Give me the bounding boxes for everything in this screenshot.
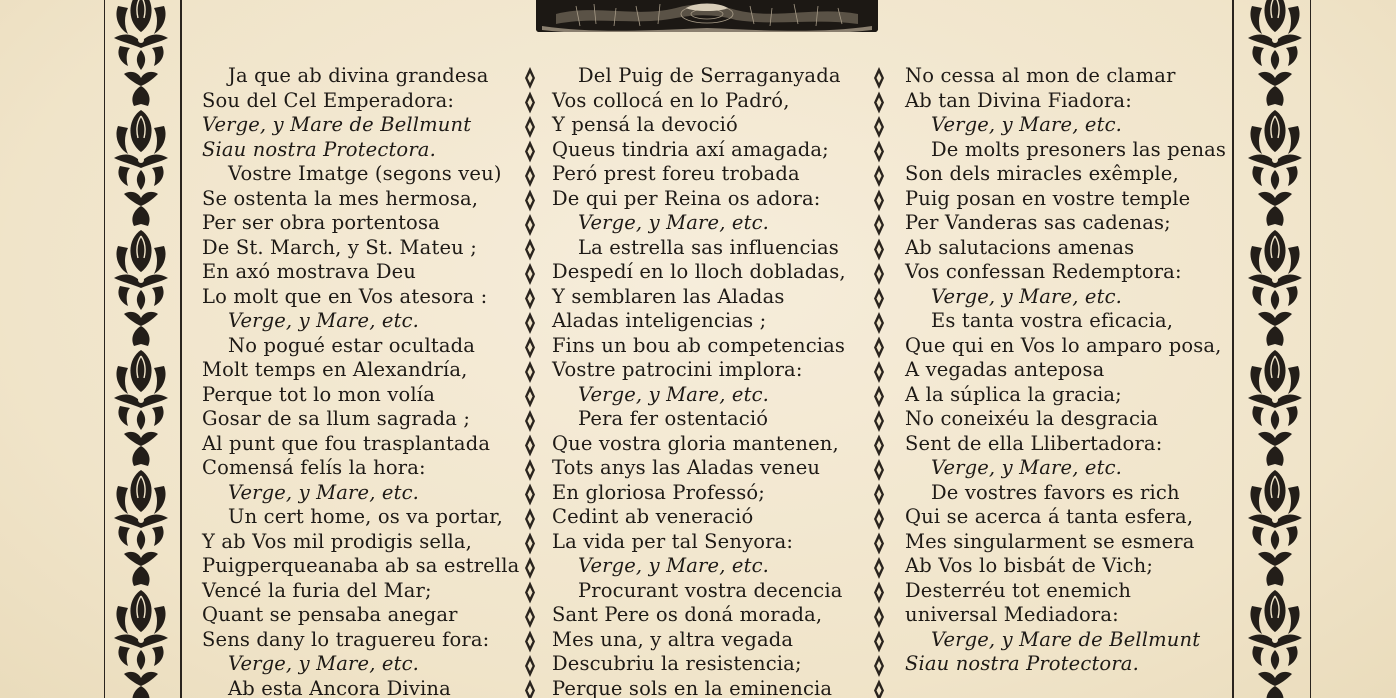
verse-line: Vostre Imatge (segons veu) bbox=[228, 162, 502, 185]
verse-column-2 bbox=[552, 64, 870, 698]
refrain-line: Verge, y Mare, etc. bbox=[578, 382, 769, 406]
verse-line: De St. March, y St. Mateu ; bbox=[202, 235, 477, 259]
verse-line: La estrella sas influencias bbox=[578, 235, 839, 259]
verse-line: Son dels miracles exêmple, bbox=[905, 162, 1179, 185]
verse-line: Qui se acerca á tanta esfera, bbox=[905, 505, 1194, 528]
verse-line: Tots anys las Aladas veneu bbox=[552, 456, 821, 479]
left-inner-rule bbox=[180, 0, 182, 698]
verse-line: Perque tot lo mon volía bbox=[202, 382, 435, 406]
right-outer-rule bbox=[1310, 0, 1311, 698]
verse-line: Perque sols en la eminencia bbox=[552, 676, 833, 698]
verse-line: No cessa al mon de clamar bbox=[905, 64, 1176, 87]
verse-line: Sant Pere os doná morada, bbox=[552, 603, 823, 626]
verse-line: La vida per tal Senyora: bbox=[552, 529, 794, 553]
verse-line: De vostres favors es rich bbox=[931, 480, 1180, 504]
refrain-line: Siau nostra Protectora. bbox=[202, 137, 436, 161]
refrain-line: Verge, y Mare, etc. bbox=[931, 113, 1122, 136]
refrain-line: Verge, y Mare de Bellmunt bbox=[202, 113, 472, 136]
verse-line: De qui per Reina os adora: bbox=[552, 186, 821, 210]
left-outer-rule bbox=[104, 0, 105, 698]
verse-line: A vegadas anteposa bbox=[905, 358, 1105, 381]
refrain-line: Verge, y Mare, etc. bbox=[931, 456, 1122, 479]
refrain-line: Verge, y Mare, etc. bbox=[228, 480, 419, 504]
verse-line: Despedí en lo lloch dobladas, bbox=[552, 260, 846, 283]
right-ornamental-border bbox=[1244, 0, 1306, 698]
column-divider-right bbox=[871, 66, 887, 698]
verse-line: Y ab Vos mil prodigis sella, bbox=[202, 529, 473, 553]
verse-line: Ab Vos lo bisbát de Vich; bbox=[905, 554, 1154, 577]
verse-line: Al punt que fou trasplantada bbox=[202, 431, 491, 455]
verse-line: Y pensá la devoció bbox=[552, 113, 738, 136]
verse-line: Molt temps en Alexandría, bbox=[202, 358, 468, 381]
verse-line: Ab tan Divina Fiadora: bbox=[905, 88, 1132, 112]
woodcut-engraving bbox=[536, 0, 878, 32]
right-inner-rule bbox=[1232, 0, 1234, 698]
verse-line: Ab esta Ancora Divina bbox=[228, 676, 451, 698]
verse-line: Ab salutacions amenas bbox=[905, 235, 1135, 259]
verse-line: En axó mostrava Deu bbox=[202, 260, 416, 283]
verse-line: Vos confessan Redemptora: bbox=[905, 260, 1182, 283]
verse-line: Sent de ella Llibertadora: bbox=[905, 431, 1163, 455]
verse-line: Del Puig de Serraganyada bbox=[578, 64, 841, 87]
verse-line: Per ser obra portentosa bbox=[202, 211, 440, 234]
verse-line: Quant se pensaba anegar bbox=[202, 603, 458, 626]
verse-line: Que qui en Vos lo amparo posa, bbox=[905, 333, 1222, 357]
verse-column-3 bbox=[905, 64, 1225, 677]
refrain-line: Siau nostra Protectora. bbox=[905, 652, 1139, 675]
palmette-border-left-icon bbox=[110, 0, 172, 698]
palmette-border-right-icon bbox=[1244, 0, 1306, 698]
verse-line: Puig posan en vostre temple bbox=[905, 186, 1191, 210]
column-divider-left bbox=[522, 66, 538, 698]
verse-line: Mes singularment se esmera bbox=[905, 529, 1195, 553]
left-ornamental-border bbox=[110, 0, 172, 698]
verse-line: Lo molt que en Vos atesora : bbox=[202, 284, 488, 308]
diamond-divider-icon bbox=[522, 66, 538, 698]
verse-line: Un cert home, os va portar, bbox=[228, 505, 503, 528]
verse-line: Sens dany lo traguereu fora: bbox=[202, 627, 490, 651]
verse-line: Queus tindria axí amagada; bbox=[552, 137, 829, 161]
verse-line: Aladas inteligencias ; bbox=[552, 309, 767, 332]
verse-line: A la súplica la gracia; bbox=[905, 382, 1122, 406]
verse-line: Cedint ab veneració bbox=[552, 505, 754, 528]
verse-line: Vos collocá en lo Padró, bbox=[552, 88, 790, 112]
verse-line: Se ostenta la mes hermosa, bbox=[202, 186, 479, 210]
refrain-line: Verge, y Mare, etc. bbox=[578, 211, 769, 234]
verse-line: Y semblaren las Aladas bbox=[552, 284, 785, 308]
refrain-line: Verge, y Mare, etc. bbox=[578, 554, 769, 577]
engraving-image-icon bbox=[536, 0, 878, 32]
verse-line: En gloriosa Professó; bbox=[552, 480, 765, 504]
refrain-line: Verge, y Mare, etc. bbox=[228, 309, 419, 332]
refrain-line: Verge, y Mare, etc. bbox=[931, 284, 1122, 308]
verse-line: Puigperqueanaba ab sa estrella bbox=[202, 554, 520, 577]
refrain-line: Verge, y Mare de Bellmunt bbox=[931, 627, 1201, 651]
verse-line: Peró prest foreu trobada bbox=[552, 162, 800, 185]
verse-line: Mes una, y altra vegada bbox=[552, 627, 794, 651]
verse-line: Desterréu tot enemich bbox=[905, 578, 1132, 602]
verse-line: Sou del Cel Emperadora: bbox=[202, 88, 455, 112]
verse-line: Procurant vostra decencia bbox=[578, 578, 843, 602]
verse-line: No coneixéu la desgracia bbox=[905, 407, 1159, 430]
verse-line: Vostre patrocini implora: bbox=[552, 358, 803, 381]
verse-line: Per Vanderas sas cadenas; bbox=[905, 211, 1171, 234]
verse-line: Descubriu la resistencia; bbox=[552, 652, 802, 675]
verse-line: Comensá felís la hora: bbox=[202, 456, 426, 479]
verse-line: Vencé la furia del Mar; bbox=[202, 578, 432, 602]
verse-line: No pogué estar ocultada bbox=[228, 333, 476, 357]
verse-line: De molts presoners las penas bbox=[931, 137, 1227, 161]
verse-line: Es tanta vostra eficacia, bbox=[931, 309, 1174, 332]
verse-line: universal Mediadora: bbox=[905, 603, 1119, 626]
verse-line: Gosar de sa llum sagrada ; bbox=[202, 407, 471, 430]
verse-line: Que vostra gloria mantenen, bbox=[552, 431, 839, 455]
diamond-divider-icon bbox=[871, 66, 887, 698]
verse-line: Fins un bou ab competencias bbox=[552, 333, 846, 357]
verse-column-1 bbox=[202, 64, 520, 698]
verse-line: Pera fer ostentació bbox=[578, 407, 769, 430]
refrain-line: Verge, y Mare, etc. bbox=[228, 652, 419, 675]
verse-line: Ja que ab divina grandesa bbox=[228, 64, 489, 87]
